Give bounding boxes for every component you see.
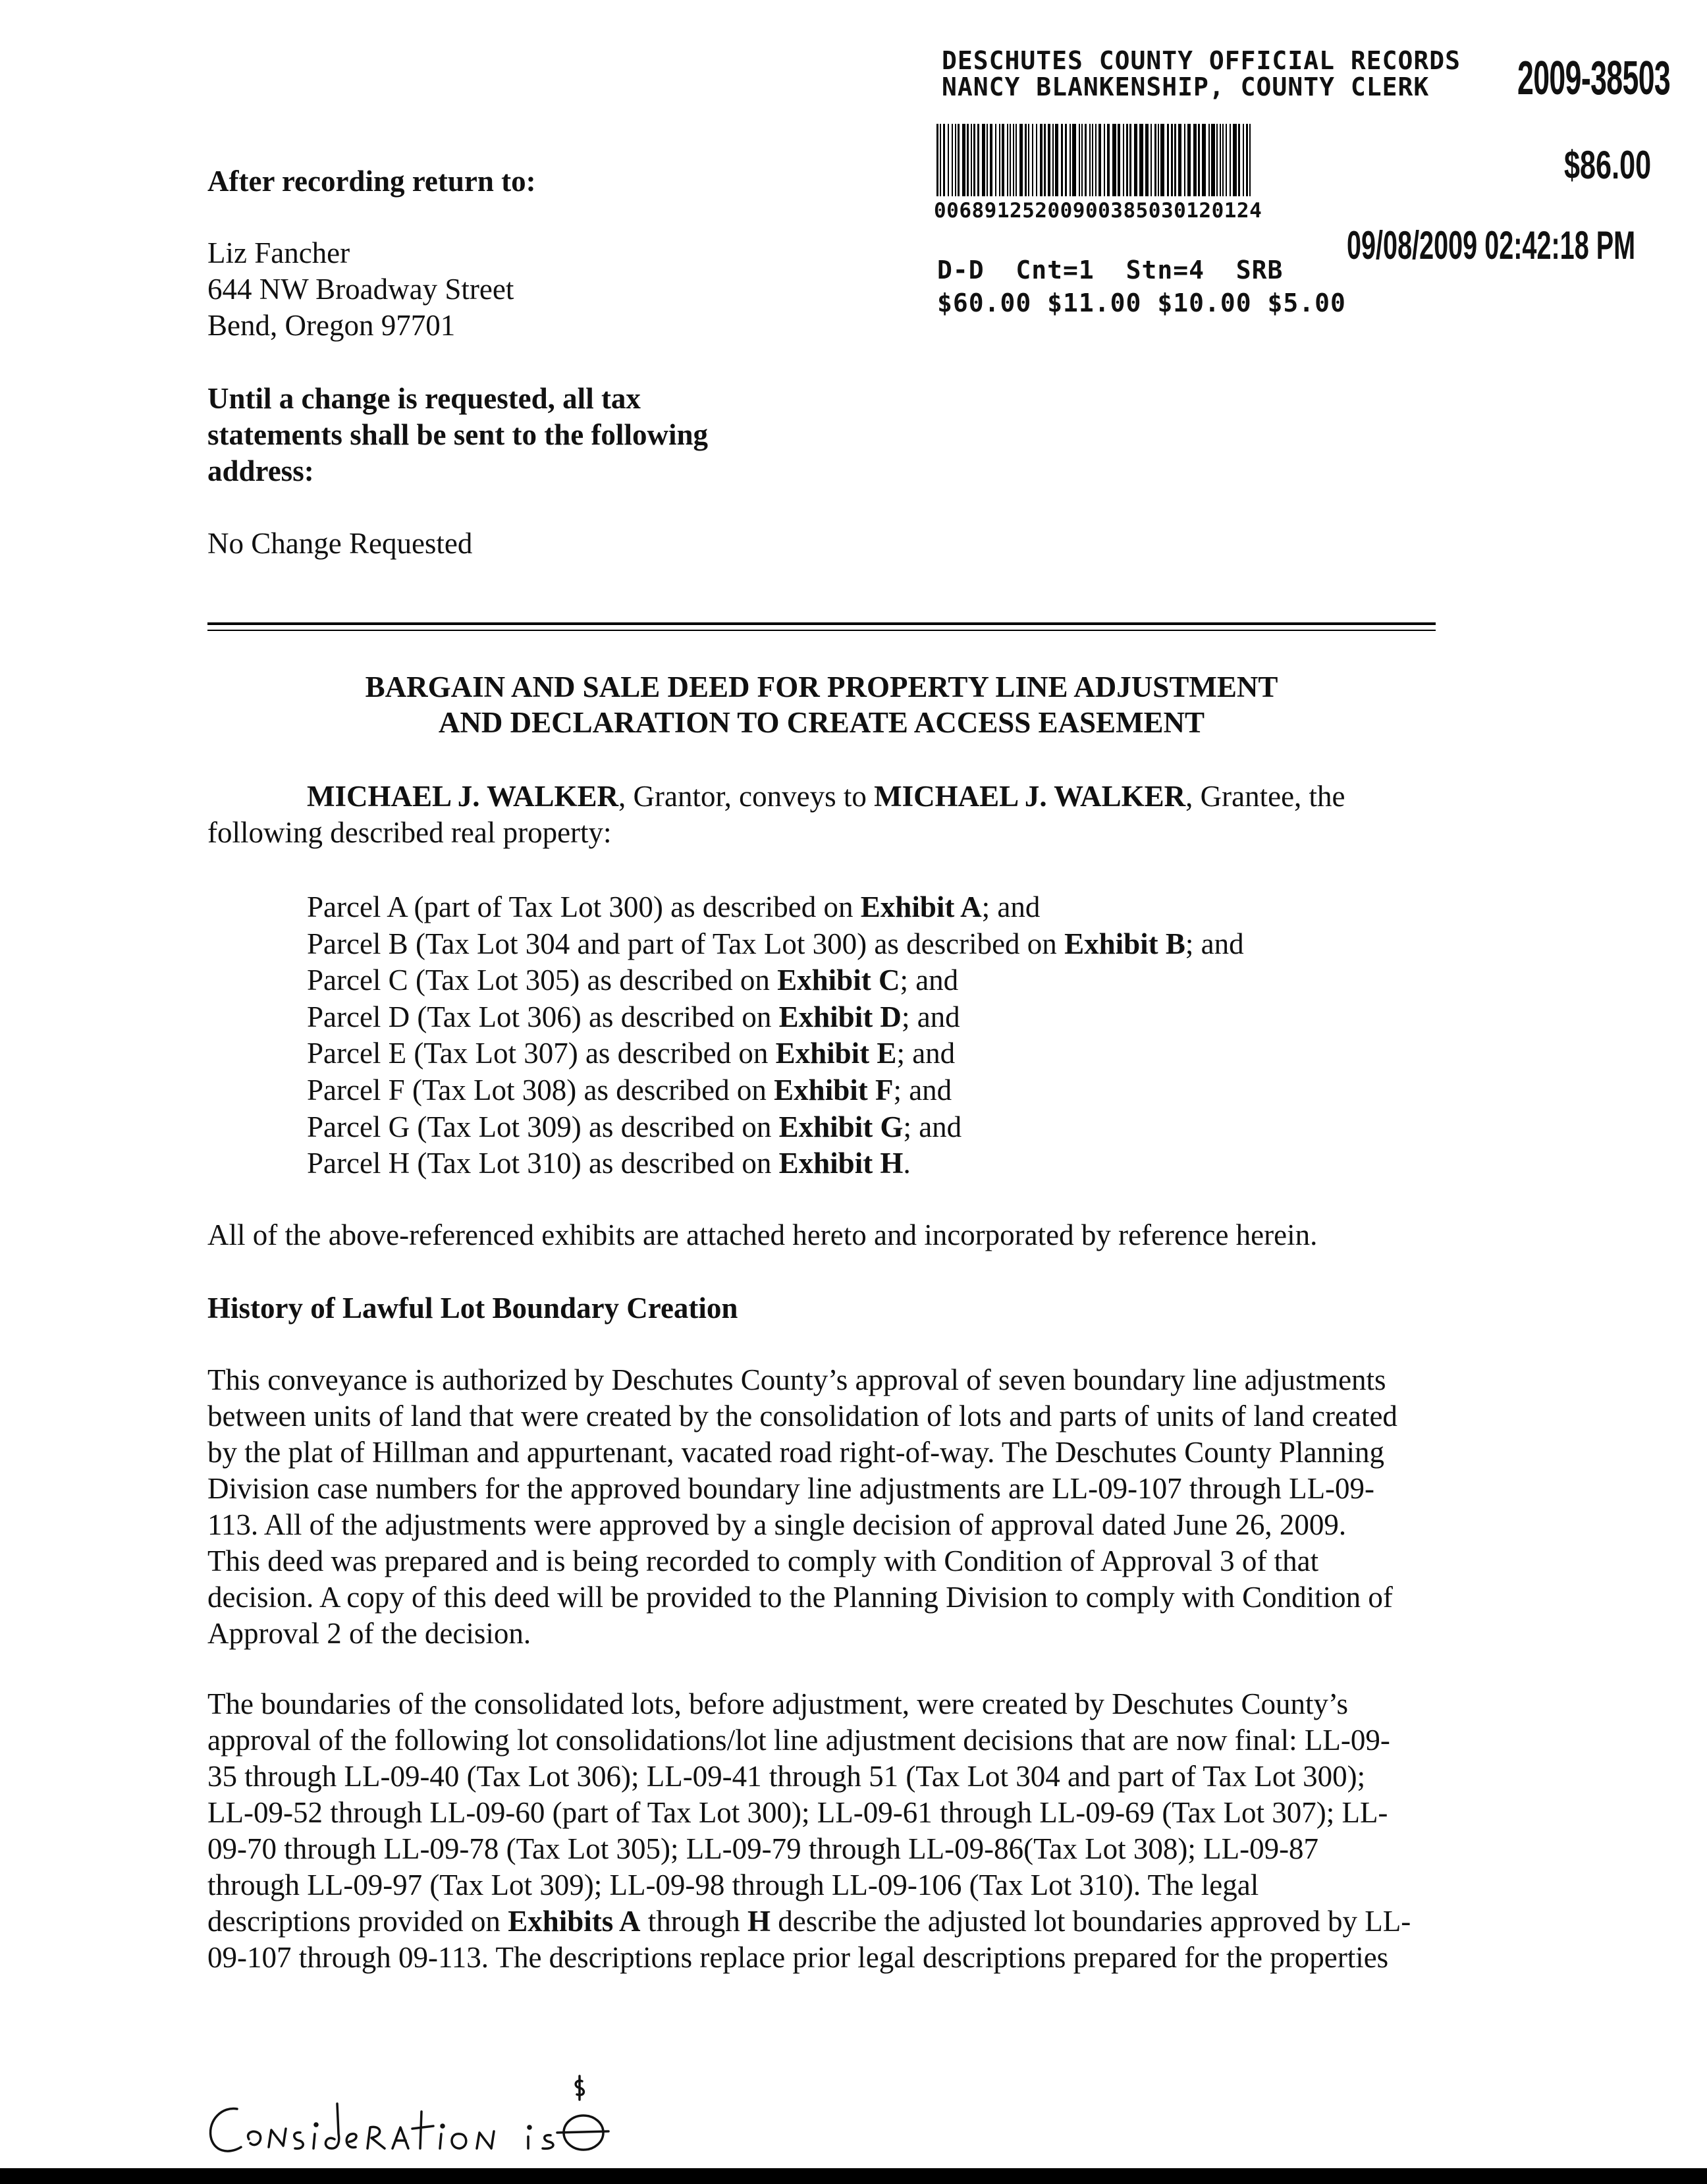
barcode-bar [1092, 124, 1093, 196]
parcel-text: Parcel F (Tax Lot 308) as described on [307, 1073, 774, 1106]
parcel-item [307, 1109, 1426, 1146]
parcel-end: ; and [1185, 927, 1244, 960]
paragraph-line: Division case numbers for the approved boundary line adjustments are LL-09-107 through LL-09- [207, 1472, 1375, 1505]
barcode-bar [943, 124, 945, 196]
barcode-bar [1032, 124, 1033, 196]
barcode-bar [958, 124, 960, 196]
exhibit-ref: Exhibit E [775, 1037, 897, 1070]
barcode-bar [1070, 124, 1071, 196]
code-doc-type: D-D [937, 256, 985, 285]
barcode-bar [940, 124, 941, 196]
divider-rule-top [207, 622, 1436, 625]
total-fee: $86.00 [1564, 143, 1652, 187]
tax-statement-heading-2: statements shall be sent to the following [207, 418, 708, 451]
barcode-bar [1085, 124, 1087, 196]
barcode-bar [955, 124, 956, 196]
barcode-bar [973, 124, 975, 196]
barcode-bar [1246, 124, 1248, 196]
parcel-text: Parcel G (Tax Lot 309) as described on [307, 1110, 779, 1143]
barcode-bar [1158, 124, 1159, 196]
fee-item: $5.00 [1267, 288, 1346, 317]
barcode-bar [1198, 124, 1200, 196]
paragraph-line [207, 1903, 1511, 1940]
parcel-end: ; and [896, 1037, 956, 1070]
document-number: 2009-38503 [1517, 52, 1671, 105]
barcode-bar [1065, 124, 1067, 196]
return-to-name: Liz Fancher [207, 236, 350, 269]
barcode-digits: 00689125200900385030120124 [934, 199, 1262, 223]
deed-title-line1: BARGAIN AND SALE DEED FOR PROPERTY LINE ADJUSTMENT [365, 670, 1278, 703]
fee-item: $10.00 [1157, 288, 1252, 317]
parcel-end: ; and [893, 1073, 952, 1106]
barcode-bar [1019, 124, 1023, 196]
code-station: Stn=4 [1125, 256, 1205, 285]
barcode-bar [1178, 124, 1181, 196]
parcel-item [307, 889, 1426, 926]
recording-codes [937, 256, 1283, 285]
recording-office-line2: NANCY BLANKENSHIP, COUNTY CLERK [942, 72, 1430, 101]
grantee-name: MICHAEL J. WALKER [874, 780, 1186, 813]
barcode-bar [1118, 124, 1120, 196]
barcode-bar [1007, 124, 1008, 196]
barcode-bar [1238, 124, 1240, 196]
parcel-item [307, 926, 1426, 963]
barcode-bar [1167, 124, 1169, 196]
barcode-bar [1010, 124, 1011, 196]
barcode-bar [1104, 124, 1105, 196]
barcode-bar [1216, 124, 1218, 196]
conveyance-text: , Grantee, the [1185, 780, 1345, 813]
code-clerk: SRB [1235, 256, 1284, 285]
recorded-datetime: 09/08/2009 02:42:18 PM [1347, 223, 1636, 267]
tax-statement-heading-1: Until a change is requested, all tax [207, 382, 641, 415]
parcel-text: Parcel B (Tax Lot 304 and part of Tax Lot 300) as described on [307, 927, 1065, 960]
barcode-bar [1134, 124, 1137, 196]
parcel-text: Parcel A (part of Tax Lot 300) as described on [307, 890, 861, 923]
fee-item: $11.00 [1047, 288, 1142, 317]
barcode-bar [971, 124, 972, 196]
barcode-bar [1233, 124, 1237, 196]
barcode-bar [1013, 124, 1014, 196]
barcode-bar [990, 124, 992, 196]
exhibit-ref: Exhibit A [860, 890, 982, 923]
parcel-end: . [903, 1147, 911, 1180]
tax-statement-value: No Change Requested [207, 527, 473, 560]
code-count: Cnt=1 [1016, 256, 1095, 285]
exhibit-ref: H [747, 1905, 771, 1938]
barcode-bar [936, 124, 938, 196]
history-heading: History of Lawful Lot Boundary Creation [207, 1292, 738, 1324]
barcode-bar [1129, 124, 1131, 196]
exhibit-ref: Exhibit H [778, 1147, 904, 1180]
barcode-bar [948, 124, 949, 196]
history-paragraph-1 [207, 1362, 1511, 1652]
deed-title [207, 669, 1436, 740]
return-to-city: Bend, Oregon 97701 [207, 309, 456, 342]
tax-statement-heading-3: address: [207, 454, 314, 487]
barcode-bar [1002, 124, 1004, 196]
parcel-item [307, 1035, 1426, 1072]
deed-title-line2: AND DECLARATION TO CREATE ACCESS EASEMENT [438, 706, 1205, 739]
barcode-bar [1151, 124, 1152, 196]
barcode-bar [1154, 124, 1156, 196]
parcel-end: ; and [981, 890, 1041, 923]
exhibit-ref: Exhibit G [778, 1110, 904, 1143]
divider-rule-bottom [207, 630, 1436, 631]
barcode-bar [962, 124, 965, 196]
barcode-bar [1081, 124, 1083, 196]
parcel-item [307, 962, 1426, 999]
barcode-bar [1187, 124, 1191, 196]
parcel-end: ; and [901, 1000, 960, 1033]
barcode-bar [1184, 124, 1185, 196]
barcode-bar [1171, 124, 1173, 196]
text-run: describe the adjusted lot boundaries approved by LL- [771, 1905, 1411, 1938]
grantor-name: MICHAEL J. WALKER [307, 780, 619, 813]
paragraph-line: 113. All of the adjustments were approved by a single decision of approval dated June 26, 2009. [207, 1508, 1347, 1541]
barcode-bar [1052, 124, 1054, 196]
fee-breakdown [937, 288, 1346, 317]
barcode-bar [1249, 124, 1251, 196]
paragraph-line: between units of land that were created by the consolidation of lots and parts of units of land created [207, 1400, 1397, 1433]
barcode-bar [1036, 124, 1037, 196]
barcode-bar [999, 124, 1000, 196]
recording-office-line1: DESCHUTES COUNTY OFFICIAL RECORDS [942, 46, 1461, 75]
parcel-item [307, 1145, 1426, 1182]
barcode-bar [1243, 124, 1244, 196]
return-to-heading: After recording return to: [207, 165, 536, 198]
barcode-bar [1025, 124, 1027, 196]
barcode-bar [1107, 124, 1110, 196]
conveyance-text: , Grantor, conveys to [618, 780, 875, 813]
text-run: descriptions provided on [207, 1905, 508, 1938]
barcode-bar [1040, 124, 1043, 196]
barcode-bar [1222, 124, 1224, 196]
exhibit-ref: Exhibit C [777, 964, 900, 997]
barcode-bar [1193, 124, 1197, 196]
barcode-bar [952, 124, 953, 196]
parcel-list [307, 889, 1426, 1182]
barcode [934, 124, 1455, 196]
parcel-text: Parcel D (Tax Lot 306) as described on [307, 1000, 779, 1033]
barcode-bar [1220, 124, 1221, 196]
paragraph-line: through LL-09-97 (Tax Lot 309); LL-09-98 through LL-09-106 (Tax Lot 310). The legal [207, 1869, 1259, 1901]
barcode-bar [982, 124, 985, 196]
exhibits-statement: All of the above-referenced exhibits are attached hereto and incorporated by reference herein. [207, 1218, 1318, 1251]
paragraph-line: LL-09-52 through LL-09-60 (part of Tax Lot 300); LL-09-61 through LL-09-69 (Tax Lot 307); LL- [207, 1796, 1388, 1829]
barcode-bar [1044, 124, 1046, 196]
barcode-bar [987, 124, 988, 196]
parcel-text: Parcel C (Tax Lot 305) as described on [307, 964, 778, 997]
barcode-bar [977, 124, 979, 196]
parcel-text: Parcel H (Tax Lot 310) as described on [307, 1147, 779, 1180]
parcel-end: ; and [900, 964, 959, 997]
return-to-street: 644 NW Broadway Street [207, 273, 514, 306]
barcode-bar [1208, 124, 1210, 196]
barcode-bar [1174, 124, 1176, 196]
barcode-bar [1072, 124, 1076, 196]
parcel-item [307, 999, 1426, 1036]
barcode-bar [1055, 124, 1058, 196]
scan-edge-bar [0, 2168, 1707, 2184]
barcode-bar [1211, 124, 1215, 196]
exhibit-ref: Exhibit B [1064, 927, 1185, 960]
barcode-bar [1016, 124, 1017, 196]
paragraph-line: This conveyance is authorized by Deschutes County’s approval of seven boundary line adjustments [207, 1363, 1386, 1396]
handwritten-consideration-note [203, 2068, 743, 2167]
barcode-bar [1028, 124, 1029, 196]
history-paragraph-2 [207, 1686, 1511, 1976]
paragraph-line: This deed was prepared and is being recorded to comply with Condition of Approval 3 of that [207, 1544, 1319, 1577]
barcode-bar [1145, 124, 1149, 196]
barcode-bar [995, 124, 996, 196]
conveyance-line1 [307, 778, 1345, 815]
barcode-bar [1226, 124, 1227, 196]
barcode-bar [1095, 124, 1097, 196]
exhibit-ref: Exhibit D [778, 1000, 902, 1033]
barcode-bar [1230, 124, 1231, 196]
paragraph-line: The boundaries of the consolidated lots, before adjustment, were created by Deschutes County’s [207, 1687, 1348, 1720]
barcode-bar [967, 124, 969, 196]
paragraph-line: 35 through LL-09-40 (Tax Lot 306); LL-09-41 through 51 (Tax Lot 304 and part of Tax Lot 300); [207, 1760, 1366, 1793]
barcode-bar [1126, 124, 1128, 196]
parcel-item [307, 1072, 1426, 1109]
paragraph-line: by the plat of Hillman and appurtenant, vacated road right-of-way. The Deschutes County Planning [207, 1436, 1385, 1469]
text-run: through [640, 1905, 748, 1938]
paragraph-line: decision. A copy of this deed will be provided to the Planning Division to comply with Condition of [207, 1581, 1393, 1614]
exhibit-ref: Exhibit F [774, 1073, 894, 1106]
barcode-bar [1048, 124, 1050, 196]
barcode-bar [1139, 124, 1143, 196]
parcel-end: ; and [903, 1110, 962, 1143]
barcode-bar [1112, 124, 1116, 196]
parcel-text: Parcel E (Tax Lot 307) as described on [307, 1037, 776, 1070]
barcode-bar [1061, 124, 1063, 196]
paragraph-line: 09-70 through LL-09-78 (Tax Lot 305); LL-09-79 through LL-09-86(Tax Lot 308); LL-09-87 [207, 1832, 1319, 1865]
paragraph-line: approval of the following lot consolidations/lot line adjustment decisions that are now final: LL-09- [207, 1724, 1390, 1757]
exhibit-ref: Exhibits A [508, 1905, 641, 1938]
barcode-bar [1079, 124, 1080, 196]
barcode-bar [1202, 124, 1206, 196]
conveyance-line2: following described real property: [207, 816, 612, 849]
barcode-bar [1098, 124, 1101, 196]
barcode-bar [1123, 124, 1124, 196]
fee-item: $60.00 [937, 288, 1032, 317]
paragraph-line: 09-107 through 09-113. The descriptions replace prior legal descriptions prepared for the properties [207, 1941, 1389, 1974]
barcode-bar [1089, 124, 1091, 196]
paragraph-line: Approval 2 of the decision. [207, 1617, 531, 1650]
barcode-bar [1160, 124, 1164, 196]
